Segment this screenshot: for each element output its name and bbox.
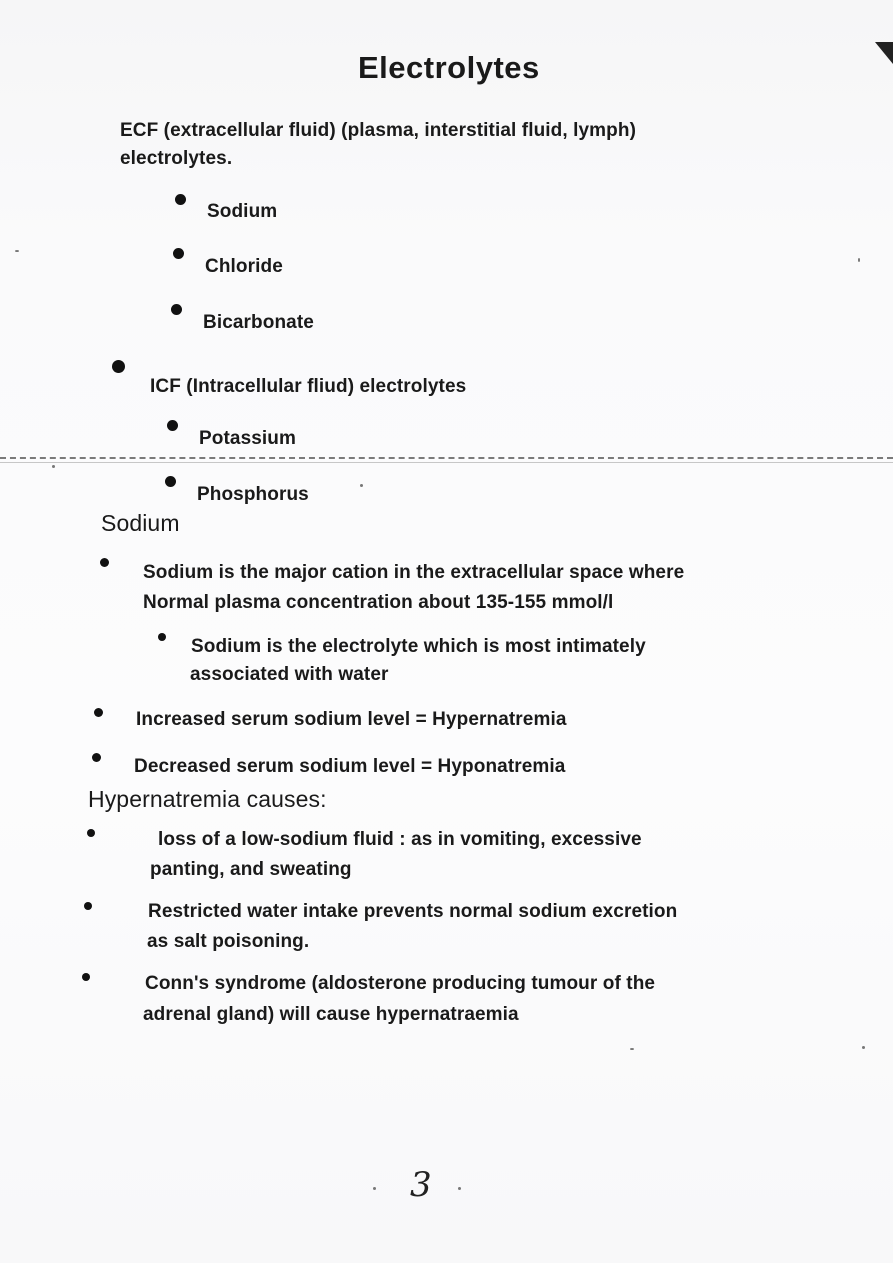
ecf-intro-line-1: ECF (extracellular fluid) (plasma, interstitial fluid, lymph): [120, 120, 637, 141]
bullet-icon: [112, 360, 125, 373]
sodium-point-1-line-1: Sodium is the major cation in the extracellular space where: [143, 562, 685, 583]
sodium-point-1-line-2: Normal plasma concentration about 135-155 mmol/l: [143, 592, 614, 613]
sodium-point-2: Increased serum sodium level = Hypernatremia: [136, 709, 567, 730]
scan-speck: [458, 1187, 461, 1190]
scan-speck: [52, 465, 55, 468]
hypernatremia-cause-1-line-1: loss of a low-sodium fluid : as in vomiting, excessive: [158, 829, 642, 850]
hypernatremia-heading: Hypernatremia causes:: [88, 786, 327, 812]
bullet-icon: [171, 304, 182, 315]
scan-speck: [360, 484, 363, 487]
sodium-heading: Sodium: [101, 510, 180, 536]
sodium-point-3: Decreased serum sodium level = Hyponatremia: [134, 756, 566, 777]
bullet-icon: [158, 633, 166, 641]
ecf-item-bicarbonate: Bicarbonate: [203, 312, 314, 333]
ecf-item-sodium: Sodium: [207, 201, 278, 222]
bullet-icon: [165, 476, 176, 487]
ecf-intro-line-2: electrolytes.: [120, 148, 233, 169]
bullet-icon: [100, 558, 109, 567]
scan-speck: [373, 1187, 376, 1190]
hypernatremia-cause-2-line-2: as salt poisoning.: [147, 931, 310, 952]
fold-line-shadow: [0, 462, 893, 463]
sodium-subpoint-line-1: Sodium is the electrolyte which is most intimately: [191, 636, 646, 657]
bullet-icon: [87, 829, 95, 837]
hypernatremia-cause-3-line-2: adrenal gland) will cause hypernatraemia: [143, 1004, 519, 1025]
bullet-icon: [167, 420, 178, 431]
bullet-icon: [173, 248, 184, 259]
bullet-icon: [84, 902, 92, 910]
fold-line: [0, 457, 893, 459]
icf-item-potassium: Potassium: [199, 428, 296, 449]
scan-speck: [862, 1046, 865, 1049]
bullet-icon: [94, 708, 103, 717]
hypernatremia-cause-1-line-2: panting, and sweating: [150, 859, 352, 880]
scan-speck: [15, 250, 19, 252]
hypernatremia-cause-2-line-1: Restricted water intake prevents normal sodium excretion: [148, 901, 678, 922]
sodium-subpoint-line-2: associated with water: [190, 664, 389, 685]
page-title: Electrolytes: [358, 50, 540, 85]
page-corner-shadow: [875, 42, 893, 64]
icf-heading: ICF (Intracellular fliud) electrolytes: [150, 376, 467, 397]
page-number: 3: [410, 1165, 432, 1205]
bullet-icon: [92, 753, 101, 762]
icf-item-phosphorus: Phosphorus: [197, 484, 309, 505]
scan-speck: [630, 1048, 634, 1050]
scan-speck: [858, 258, 860, 262]
hypernatremia-cause-3-line-1: Conn's syndrome (aldosterone producing tumour of the: [145, 973, 656, 994]
bullet-icon: [82, 973, 90, 981]
ecf-item-chloride: Chloride: [205, 256, 283, 277]
bullet-icon: [175, 194, 186, 205]
